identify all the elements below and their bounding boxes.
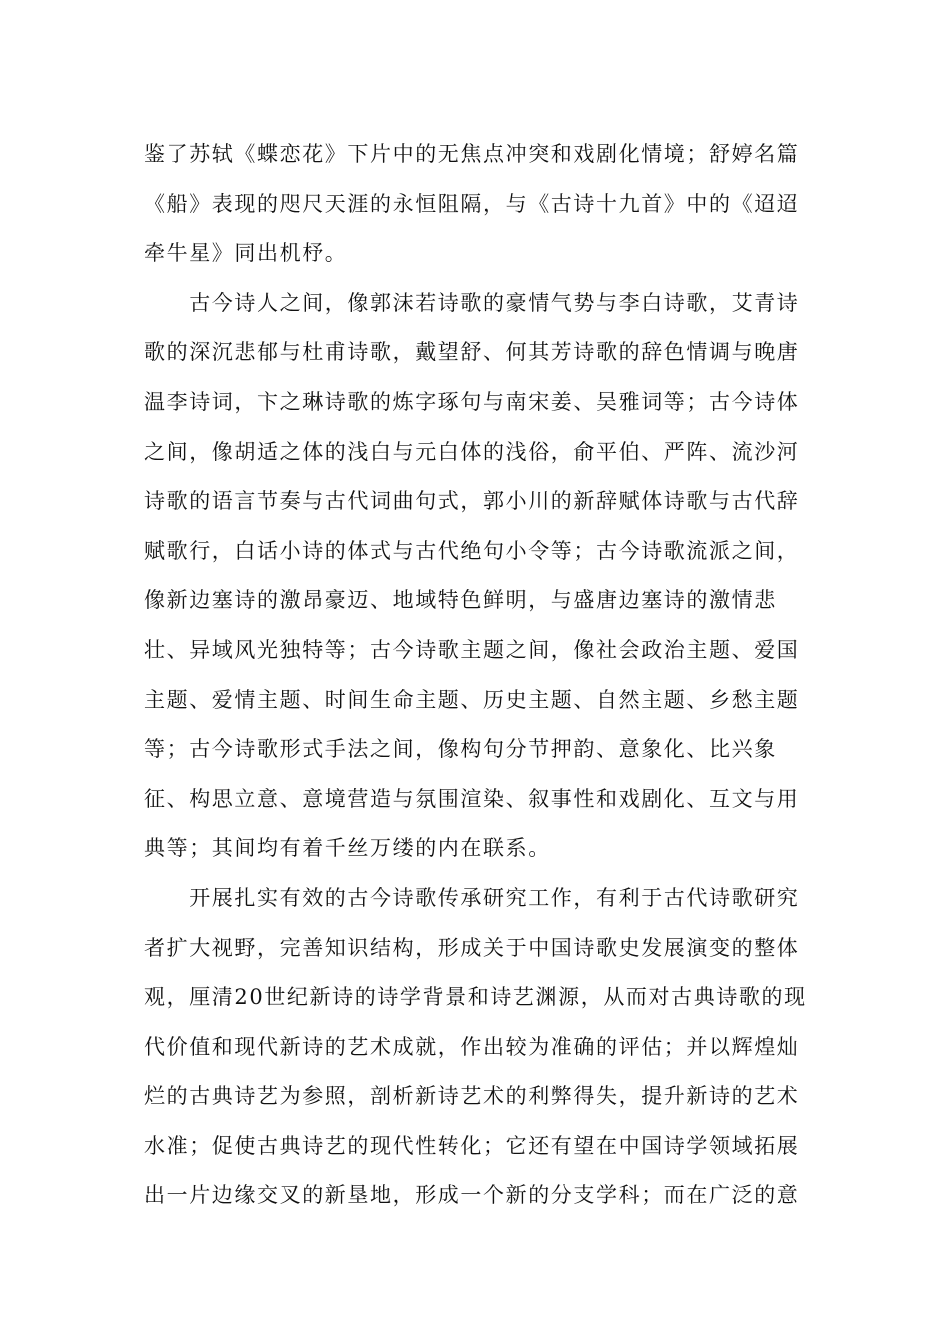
text-line: 出一片边缘交叉的新垦地，形成一个新的分支学科；而在广泛的意 — [144, 1183, 800, 1208]
text-line: 代价值和现代新诗的艺术成就，作出较为准确的评估；并以辉煌灿 — [144, 1034, 800, 1059]
text-line: 温李诗词，卞之琳诗歌的炼字琢句与南宋姜、吴雅词等；古今诗体 — [144, 389, 800, 414]
text-line: 牵牛星》同出机杼。 — [144, 241, 348, 266]
document-body — [144, 130, 806, 1221]
text-line: 征、构思立意、意境营造与氛围渲染、叙事性和戏剧化、互文与用 — [144, 786, 800, 811]
paragraph — [144, 874, 806, 1221]
text-line: 歌的深沉悲郁与杜甫诗歌，戴望舒、何其芳诗歌的辞色情调与晚唐 — [144, 340, 800, 365]
text-line: 赋歌行，白话小诗的体式与古代绝句小令等；古今诗歌流派之间， — [144, 538, 800, 563]
paragraph — [144, 130, 806, 279]
text-line: 诗歌的语言节奏与古代词曲句式，郭小川的新辞赋体诗歌与古代辞 — [144, 489, 800, 514]
text-line: 古今诗人之间，像郭沫若诗歌的豪情气势与李白诗歌，艾青诗 — [144, 290, 800, 315]
text-line: 主题、爱情主题、时间生命主题、历史主题、自然主题、乡愁主题 — [144, 687, 800, 712]
text-line: 典等；其间均有着千丝万缕的内在联系。 — [144, 836, 551, 861]
paragraph — [144, 279, 806, 874]
text-line: 《船》表现的咫尺天涯的永恒阻隔，与《古诗十九首》中的《迢迢 — [144, 191, 800, 216]
text-line: 之间，像胡适之体的浅白与元白体的浅俗，俞平伯、严阵、流沙河 — [144, 439, 800, 464]
text-line: 壮、异域风光独特等；古今诗歌主题之间，像社会政治主题、爱国 — [144, 637, 800, 662]
text-line: 等；古今诗歌形式手法之间，像构句分节押韵、意象化、比兴象 — [144, 737, 777, 762]
text-line: 开展扎实有效的古今诗歌传承研究工作，有利于古代诗歌研究 — [144, 885, 800, 910]
text-line: 鉴了苏轼《蝶恋花》下片中的无焦点冲突和戏剧化情境；舒婷名篇 — [144, 142, 800, 166]
text-line: 水准；促使古典诗艺的现代性转化；它还有望在中国诗学领域拓展 — [144, 1133, 800, 1158]
text-line: 者扩大视野，完善知识结构，形成关于中国诗歌史发展演变的整体 — [144, 935, 800, 960]
text-line: 烂的古典诗艺为参照，剖析新诗艺术的利弊得失，提升新诗的艺术 — [144, 1084, 800, 1109]
text-line: 观，厘清20世纪新诗的诗学背景和诗艺渊源，从而对古典诗歌的现 — [144, 985, 807, 1010]
text-line: 像新边塞诗的激昂豪迈、地域特色鲜明，与盛唐边塞诗的激情悲 — [144, 588, 777, 613]
